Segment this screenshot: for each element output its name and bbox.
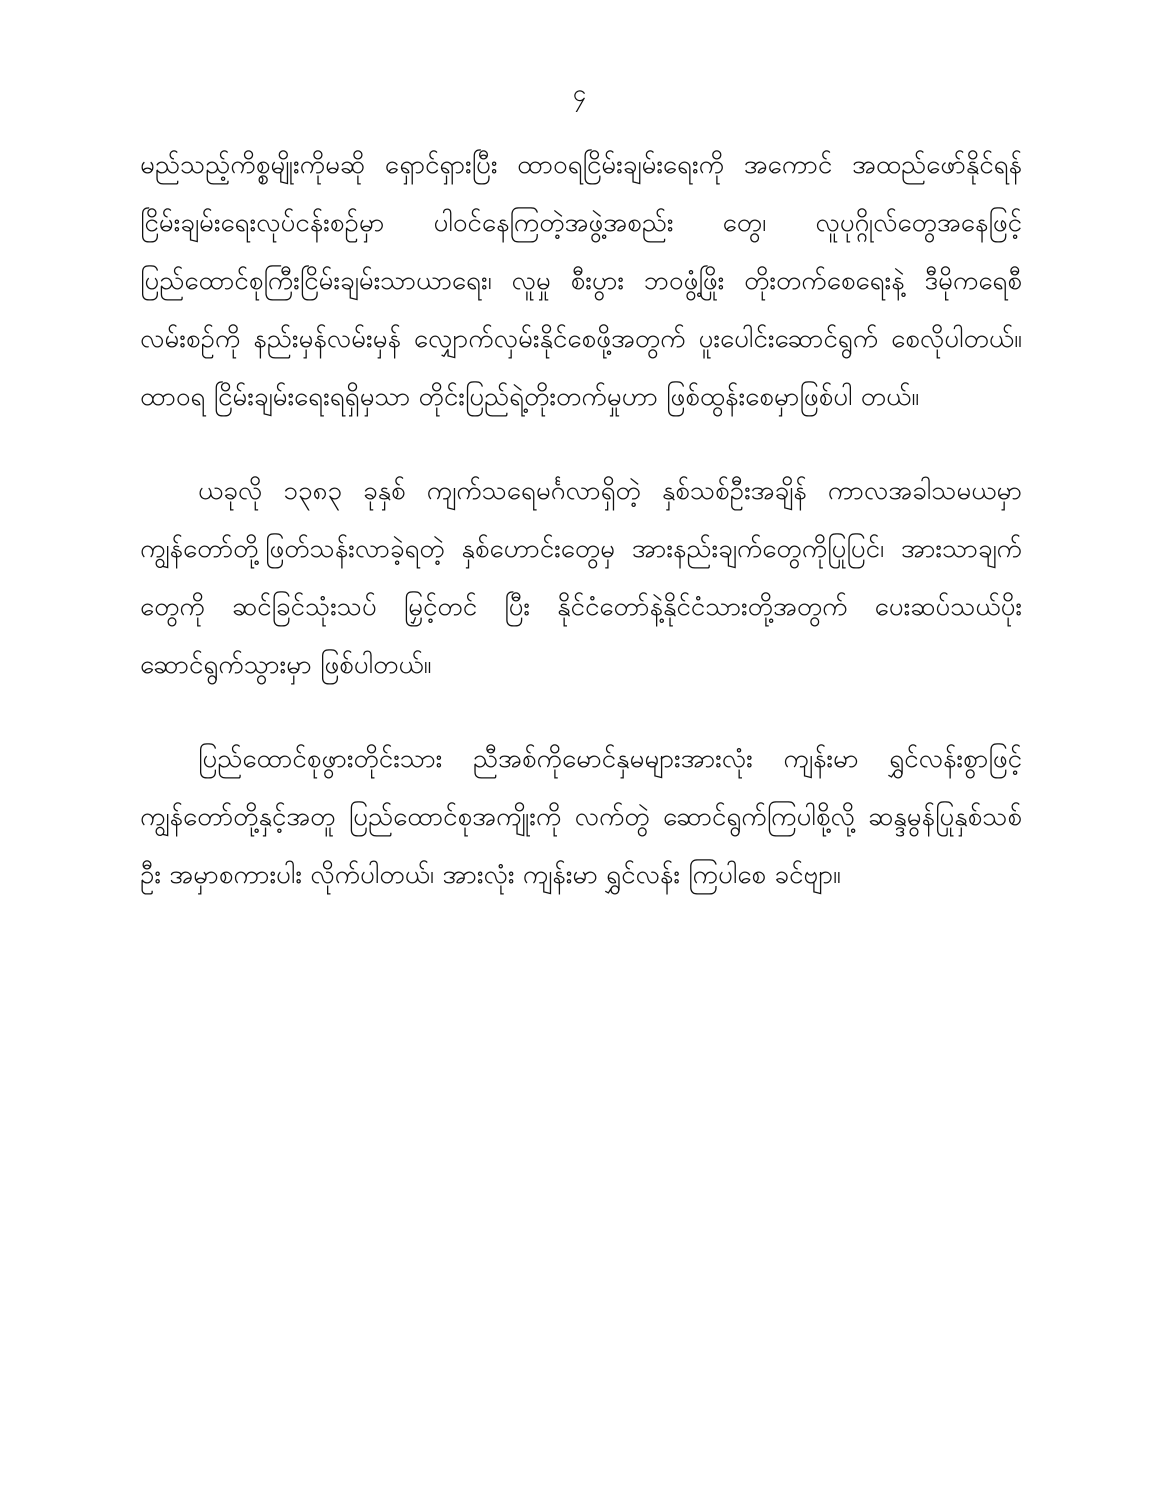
paragraph-3: ပြည်ထောင်စုဖွားတိုင်းသား ညီအစ်ကိုမောင်နှမများအားလုံး ကျန်းမာ ရွှင်လန်းစွာဖြင့် ကျွန်တော်တို့နှင့်အတူ ပြည်ထောင်စုအကျိုးကို လက်တွဲ ဆောင်ရွက်ကြပါစို့လို့ ဆန္ဒမွန်ပြုနှစ်သစ်ဦး အမှာစကားပါး လိုက်ပါတယ်၊ အားလုံး ကျန်းမာ ရွှင်လန်း ကြပါစေ ခင်ဗျာ။ xyxy=(140,744,1022,890)
body-text xyxy=(140,136,1022,904)
page-number: ၄ xyxy=(572,79,587,107)
paragraph-2: ယခုလို ၁၃၈၃ ခုနှစ် ကျက်သရေမင်္ဂလာရှိတဲ့ နှစ်သစ်ဦးအချိန် ကာလအခါသမယမှာ ကျွန်တော်တို့ဖြတ်သန်းလာခဲ့ရတဲ့ နှစ်ဟောင်းတွေမှ အားနည်းချက်တွေကိုပြုပြင်၊ အားသာချက်တွေကို ဆင်ခြင်သုံးသပ် မြှင့်တင် ပြီး နိုင်ငံတော်နဲ့နိုင်ငံသားတို့အတွက် ပေးဆပ်သယ်ပိုး ဆောင်ရွက်သွားမှာ ဖြစ်ပါတယ်။ xyxy=(140,476,1022,680)
paragraph-1: မည်သည့်ကိစ္စမျိုးကိုမဆို ရှောင်ရှားပြီး ထာဝရငြိမ်းချမ်းရေးကို အကောင် အထည်ဖော်နိုင်ရန် ငြိမ်းချမ်းရေးလုပ်ငန်းစဉ်မှာ ပါဝင်နေကြတဲ့အဖွဲ့အစည်း တွေ၊ လူပုဂ္ဂိုလ်တွေအနေဖြင့် ပြည်ထောင်စုကြီးငြိမ်းချမ်းသာယာရေး၊ လူမှု စီးပွား ဘဝဖွံ့ဖြိုး တိုးတက်စေရေးနဲ့ ဒီမိုကရေစီလမ်းစဉ်ကို နည်းမှန်လမ်းမှန် လျှောက်လှမ်းနိုင်စေဖို့အတွက် ပူးပေါင်းဆောင်ရွက် စေလိုပါတယ်။ ထာဝရ ငြိမ်းချမ်းရေးရရှိမှသာ တိုင်းပြည်ရဲ့တိုးတက်မှုဟာ ဖြစ်ထွန်းစေမှာဖြစ်ပါ တယ်။ xyxy=(140,150,1022,412)
